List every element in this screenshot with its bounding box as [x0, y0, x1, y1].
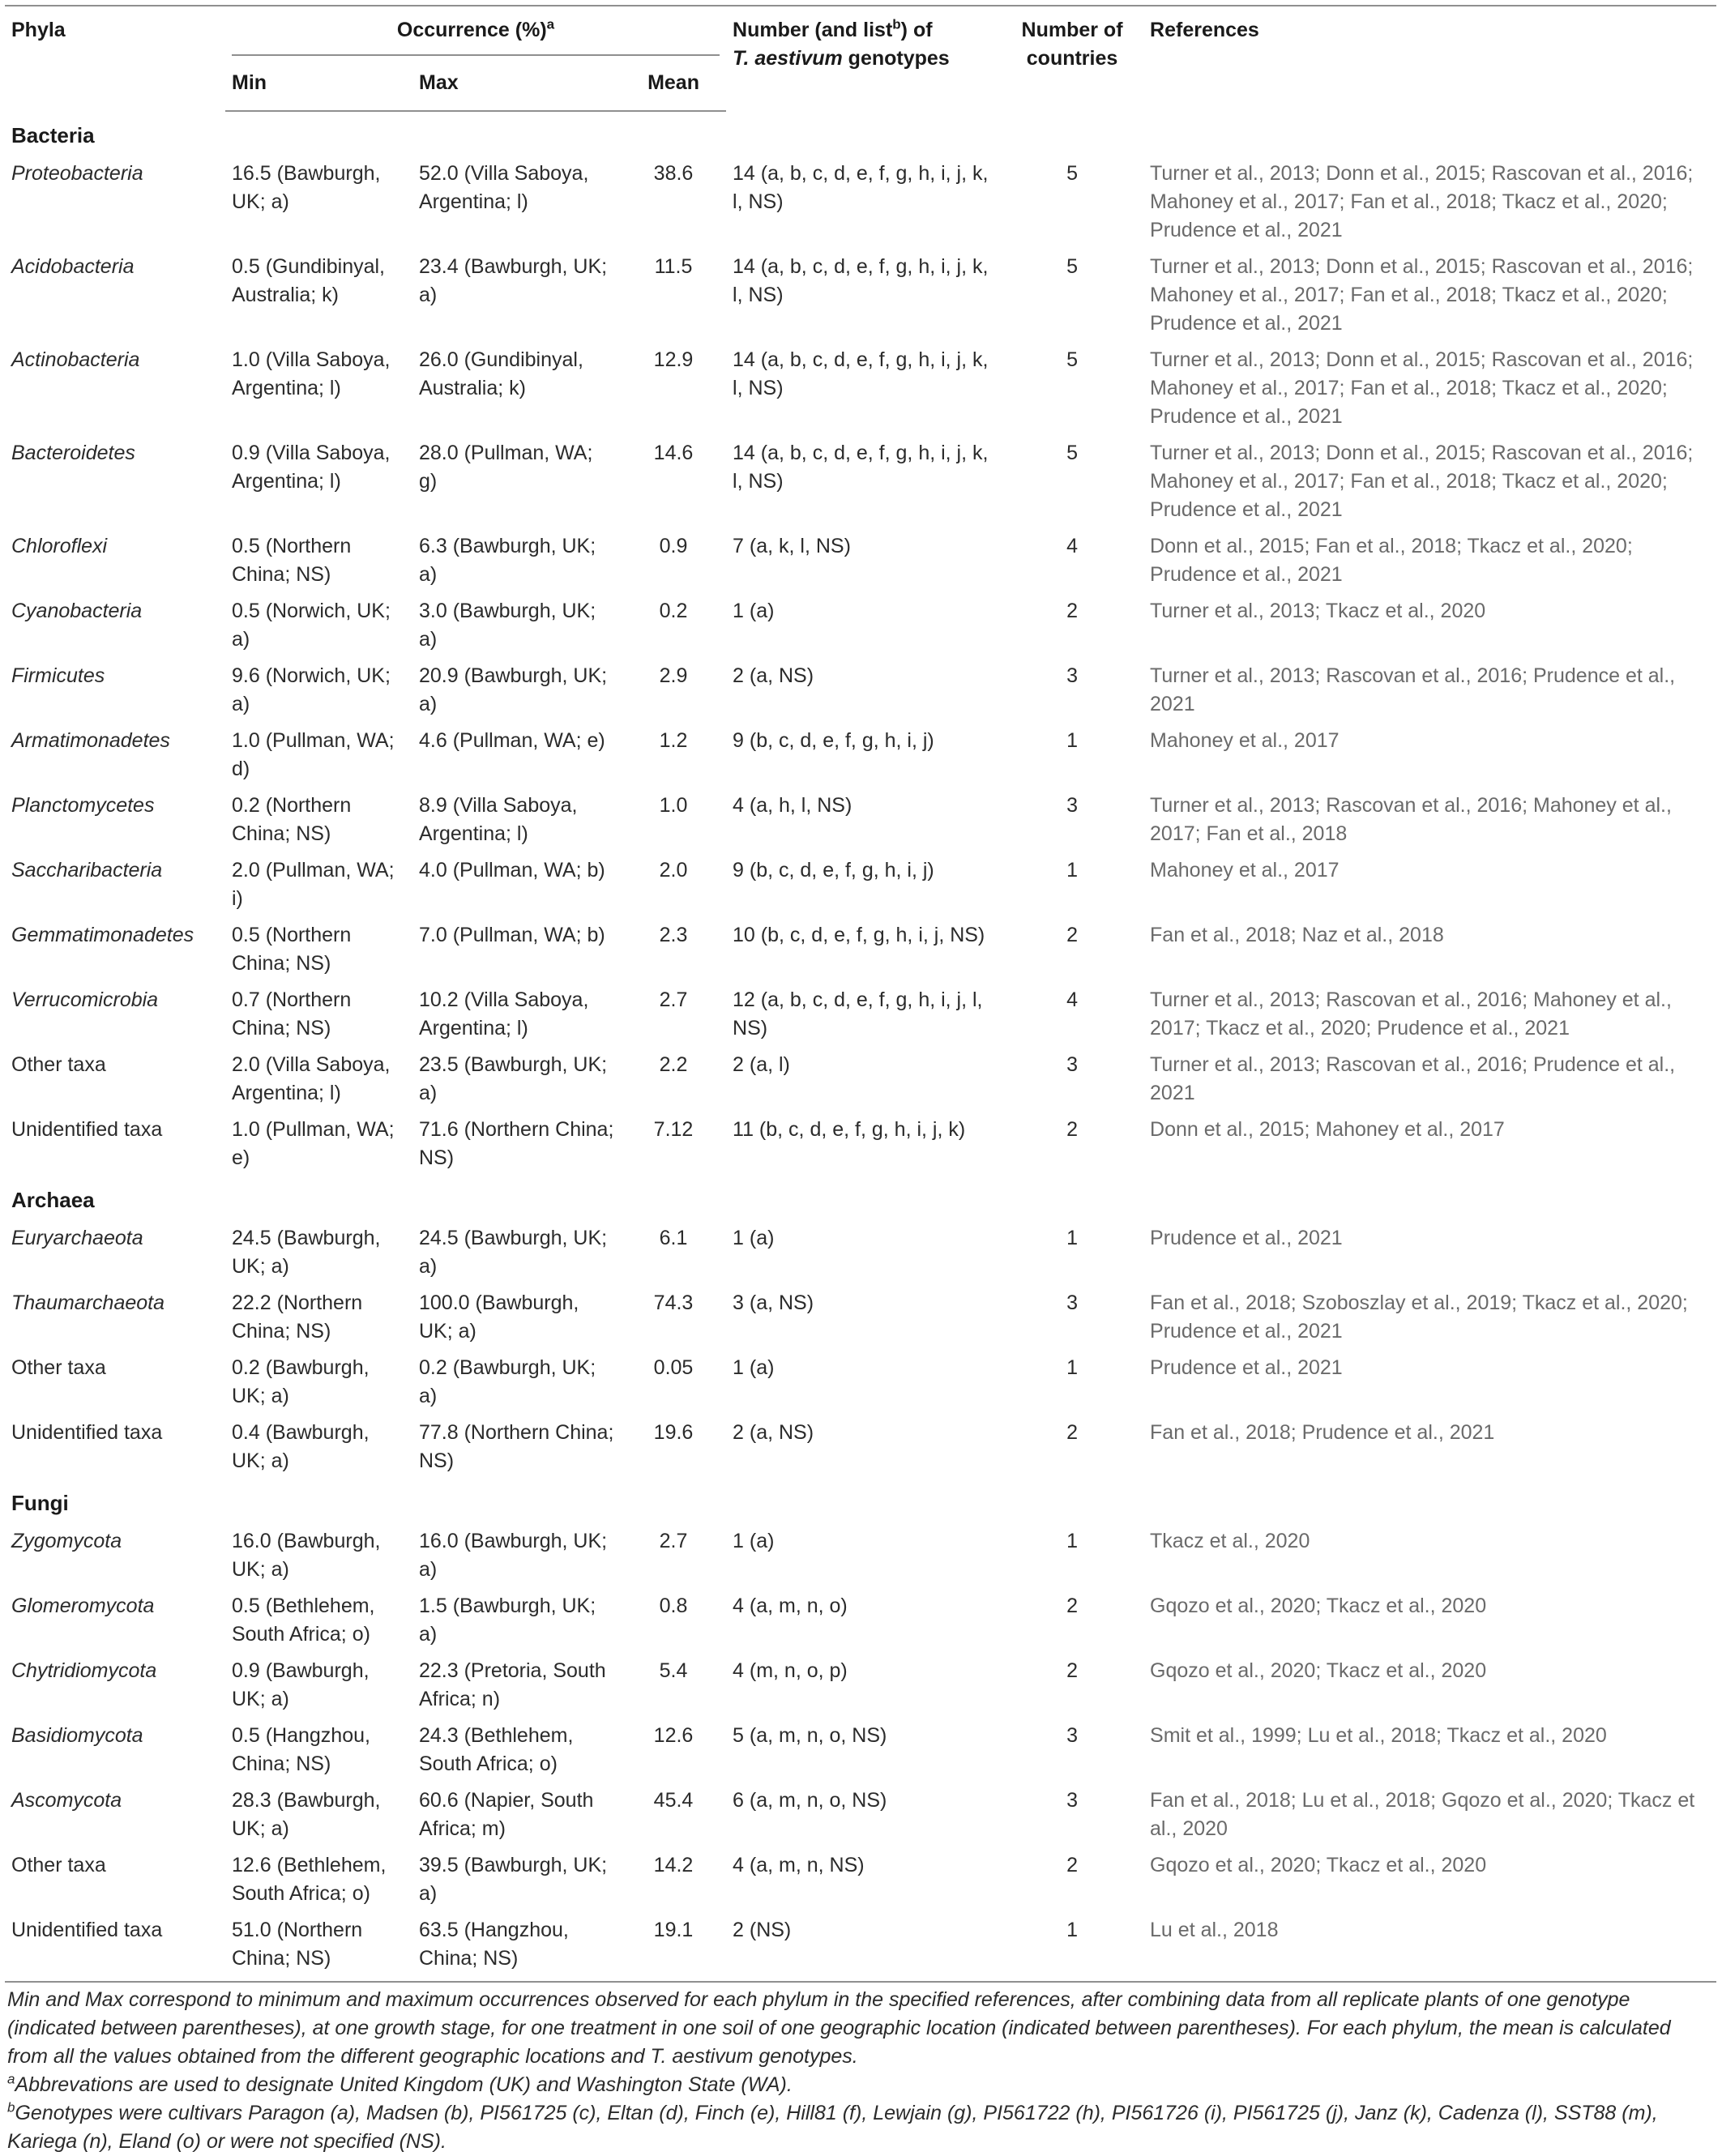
- max-cell: 0.2 (Bawburgh, UK; a): [419, 1356, 596, 1407]
- mean-cell: 14.6: [653, 442, 694, 464]
- header-phyla: Phyla: [5, 6, 225, 111]
- table-body: [5, 111, 1716, 1982]
- mean-cell: 12.9: [653, 348, 694, 371]
- mean-cell: 11.5: [654, 255, 693, 278]
- references-cell: Fan et al., 2018; Szoboszlay et al., 2019; Tkacz et al., 2020; Prudence et al., 2021: [1150, 1291, 1688, 1343]
- max-cell: 60.6 (Napier, South Africa; m): [419, 1789, 594, 1840]
- max-cell: 52.0 (Villa Saboya, Argentina; l): [419, 162, 589, 213]
- phylum-cell: Actinobacteria: [11, 348, 140, 371]
- countries-cell: 3: [1066, 1789, 1078, 1812]
- genotypes-cell: 3 (a, NS): [733, 1291, 814, 1314]
- max-cell: 26.0 (Gundibinyal, Australia; k): [419, 348, 583, 399]
- countries-cell: 1: [1001, 1912, 1143, 1982]
- max-cell: 100.0 (Bawburgh, UK; a): [419, 1291, 579, 1343]
- genotypes-cell: 2 (NS): [726, 1912, 1001, 1982]
- references-cell: Turner et al., 2013; Rascovan et al., 2016; Mahoney et al., 2017; Tkacz et al., 2020; Prudence et al., 2021: [1150, 988, 1672, 1040]
- max-cell: 20.9 (Bawburgh, UK; a): [419, 664, 608, 715]
- min-cell: 0.5 (Northern China; NS): [232, 924, 352, 975]
- header-min: Min: [225, 56, 412, 111]
- min-cell: 51.0 (Northern China; NS): [225, 1912, 412, 1982]
- phylum-cell: Ascomycota: [11, 1789, 122, 1812]
- max-cell: 77.8 (Northern China; NS): [419, 1421, 614, 1472]
- genotypes-cell: 14 (a, b, c, d, e, f, g, h, i, j, k, l, NS): [733, 255, 989, 306]
- table-row: [5, 917, 1716, 982]
- references-cell: Donn et al., 2015; Mahoney et al., 2017: [1150, 1118, 1505, 1141]
- min-cell: 0.5 (Bethlehem, South Africa; o): [232, 1595, 375, 1646]
- references-cell: Turner et al., 2013; Donn et al., 2015; Rascovan et al., 2016; Mahoney et al., 2017; Fan et al., 2018; Tkacz et al., 2020; Prudence et al., 2021: [1150, 255, 1694, 335]
- min-cell: 16.0 (Bawburgh, UK; a): [232, 1530, 381, 1581]
- genotypes-cell: 4 (a, h, l, NS): [733, 794, 852, 817]
- max-cell: 71.6 (Northern China; NS): [419, 1118, 614, 1169]
- table-row: [5, 1350, 1716, 1415]
- phylum-cell: Glomeromycota: [11, 1595, 155, 1617]
- min-cell: 2.0 (Pullman, WA; i): [232, 859, 395, 910]
- min-cell: 0.2 (Northern China; NS): [232, 794, 352, 845]
- mean-cell: 1.0: [659, 794, 688, 817]
- phylum-cell: Other taxa: [11, 1356, 106, 1379]
- mean-cell: 6.1: [659, 1227, 688, 1249]
- min-cell: 0.9 (Villa Saboya, Argentina; l): [232, 442, 391, 493]
- mean-cell: 2.2: [659, 1053, 688, 1076]
- countries-cell: 2: [1066, 1854, 1078, 1876]
- footnote-a: $^a$Abbrevations are used to designate United Kingdom (UK) and Washington State (WA).: [7, 2071, 793, 2096]
- references-cell: Turner et al., 2013; Rascovan et al., 2016; Prudence et al., 2021: [1150, 664, 1676, 715]
- countries-cell: 3: [1066, 664, 1078, 687]
- countries-cell: 3: [1066, 1291, 1078, 1314]
- phylum-cell: Planctomycetes: [11, 794, 155, 817]
- countries-cell: 4: [1066, 535, 1078, 557]
- phylum-cell: Acidobacteria: [11, 255, 135, 278]
- references-cell: Fan et al., 2018; Lu et al., 2018; Gqozo et al., 2020; Tkacz et al., 2020: [1150, 1789, 1695, 1840]
- countries-cell: 5: [1066, 162, 1078, 185]
- min-cell: 0.7 (Northern China; NS): [232, 988, 352, 1040]
- references-cell: Gqozo et al., 2020; Tkacz et al., 2020: [1150, 1854, 1487, 1876]
- table-row: [5, 1216, 1716, 1285]
- genotypes-cell: 7 (a, k, l, NS): [733, 535, 851, 557]
- max-cell: 8.9 (Villa Saboya, Argentina; l): [419, 794, 578, 845]
- phylum-cell: Unidentified taxa: [11, 1421, 163, 1444]
- max-cell: 4.0 (Pullman, WA; b): [419, 859, 605, 882]
- mean-cell: 2.7: [659, 988, 688, 1011]
- genotypes-cell: 9 (b, c, d, e, f, g, h, i, j): [733, 729, 934, 752]
- table-row: [5, 658, 1716, 723]
- phylum-cell: Basidiomycota: [11, 1724, 143, 1747]
- genotypes-cell: 14 (a, b, c, d, e, f, g, h, i, j, k, l, NS): [733, 442, 989, 493]
- countries-cell: 1: [1066, 859, 1078, 882]
- header-countries: Number of countries: [1001, 6, 1143, 111]
- table-row: [5, 1653, 1716, 1718]
- max-cell: 22.3 (Pretoria, South Africa; n): [419, 1659, 606, 1710]
- genotypes-cell: 4 (m, n, o, p): [733, 1659, 848, 1682]
- group-heading: Bacteria: [11, 123, 95, 147]
- mean-cell: 0.8: [659, 1595, 688, 1617]
- mean-cell: 7.12: [653, 1118, 694, 1141]
- group-row: [5, 111, 1716, 152]
- max-cell: 6.3 (Bawburgh, UK; a): [419, 535, 596, 586]
- table-row: [5, 1588, 1716, 1653]
- max-cell: 4.6 (Pullman, WA; e): [419, 729, 605, 752]
- mean-cell: 19.6: [653, 1421, 694, 1444]
- genotypes-cell: 11 (b, c, d, e, f, g, h, i, j, k): [733, 1118, 966, 1141]
- genotypes-cell: 2 (a, l): [733, 1053, 790, 1076]
- genotypes-cell: 2 (a, NS): [733, 664, 814, 687]
- table-row: [5, 852, 1716, 917]
- max-cell: 23.5 (Bawburgh, UK; a): [419, 1053, 608, 1104]
- genotypes-cell: 1 (a): [733, 600, 775, 622]
- min-cell: 0.5 (Northern China; NS): [232, 535, 352, 586]
- references-cell: Turner et al., 2013; Donn et al., 2015; Rascovan et al., 2016; Mahoney et al., 2017; Fan et al., 2018; Tkacz et al., 2020; Prudence et al., 2021: [1150, 162, 1694, 241]
- min-cell: 22.2 (Northern China; NS): [232, 1291, 363, 1343]
- countries-cell: 2: [1066, 1421, 1078, 1444]
- countries-cell: 3: [1066, 1053, 1078, 1076]
- mean-cell: 0.2: [659, 600, 688, 622]
- genotypes-cell: 1 (a): [733, 1530, 775, 1552]
- header-genotypes: Number (and list$^b$) of T. aestivum genotypes: [726, 6, 1001, 111]
- countries-cell: 2: [1066, 600, 1078, 622]
- table-row: [5, 1519, 1716, 1588]
- table-row: [5, 342, 1716, 435]
- countries-cell: 2: [1066, 1659, 1078, 1682]
- phylum-cell: Bacteroidetes: [11, 442, 135, 464]
- mean-cell: 5.4: [659, 1659, 688, 1682]
- countries-cell: 1: [1066, 1530, 1078, 1552]
- references-cell: Gqozo et al., 2020; Tkacz et al., 2020: [1150, 1595, 1487, 1617]
- min-cell: 2.0 (Villa Saboya, Argentina; l): [232, 1053, 391, 1104]
- references-cell: Turner et al., 2013; Donn et al., 2015; Rascovan et al., 2016; Mahoney et al., 2017; Fan et al., 2018; Tkacz et al., 2020; Prudence et al., 2021: [1150, 348, 1694, 428]
- mean-cell: 19.1: [621, 1912, 726, 1982]
- phylum-cell: Unidentified taxa: [11, 1118, 163, 1141]
- min-cell: 16.5 (Bawburgh, UK; a): [232, 162, 381, 213]
- references-cell: Turner et al., 2013; Rascovan et al., 2016; Prudence et al., 2021: [1150, 1053, 1676, 1104]
- max-cell: 24.5 (Bawburgh, UK; a): [419, 1227, 608, 1278]
- phylum-cell: Cyanobacteria: [11, 600, 143, 622]
- phylum-cell: Proteobacteria: [11, 162, 143, 185]
- genotypes-cell: 1 (a): [733, 1227, 775, 1249]
- references-cell: Prudence et al., 2021: [1150, 1227, 1343, 1249]
- genotypes-cell: 14 (a, b, c, d, e, f, g, h, i, j, k, l, NS): [733, 348, 989, 399]
- phylum-cell: Chytridiomycota: [11, 1659, 157, 1682]
- table-row: [5, 1847, 1716, 1912]
- references-cell: Tkacz et al., 2020: [1150, 1530, 1310, 1552]
- countries-cell: 3: [1066, 1724, 1078, 1747]
- genotypes-cell: 6 (a, m, n, o, NS): [733, 1789, 887, 1812]
- genotypes-cell: 14 (a, b, c, d, e, f, g, h, i, j, k, l, NS): [733, 162, 989, 213]
- min-cell: 12.6 (Bethlehem, South Africa; o): [232, 1854, 387, 1905]
- table-row: [5, 152, 1716, 249]
- footnote-main: Min and Max correspond to minimum and maximum occurrences observed for each phylum in the specified references, after combining data from all replicate plants of one genotype (indicated between parentheses), at one growth stage, for one treatment in one soil of one geographic location (indicated between parentheses). For each phylum, the mean is calculated from all the values obtained from the different geographic locations and T. aestivum genotypes.: [7, 1988, 1671, 2068]
- min-cell: 0.5 (Hangzhou, China; NS): [232, 1724, 370, 1775]
- phylum-cell: Unidentified taxa: [5, 1912, 225, 1982]
- table-row: [5, 528, 1716, 593]
- header-references: References: [1143, 6, 1716, 111]
- max-cell: 3.0 (Bawburgh, UK; a): [419, 600, 596, 651]
- genotypes-cell: 1 (a): [733, 1356, 775, 1379]
- min-cell: 0.5 (Gundibinyal, Australia; k): [232, 255, 386, 306]
- max-cell: 7.0 (Pullman, WA; b): [419, 924, 605, 946]
- countries-cell: 5: [1066, 442, 1078, 464]
- min-cell: 0.2 (Bawburgh, UK; a): [232, 1356, 370, 1407]
- countries-cell: 2: [1066, 1595, 1078, 1617]
- countries-cell: 1: [1066, 729, 1078, 752]
- min-cell: 0.9 (Bawburgh, UK; a): [232, 1659, 370, 1710]
- table-row: [5, 1782, 1716, 1847]
- phylum-cell: Gemmatimonadetes: [11, 924, 194, 946]
- min-cell: 0.4 (Bawburgh, UK; a): [232, 1421, 370, 1472]
- phylum-cell: Armatimonadetes: [11, 729, 170, 752]
- references-cell: Fan et al., 2018; Prudence et al., 2021: [1150, 1421, 1495, 1444]
- group-heading: Archaea: [11, 1188, 95, 1212]
- min-cell: 1.0 (Pullman, WA; e): [232, 1118, 395, 1169]
- group-heading: Fungi: [11, 1491, 69, 1515]
- header-mean: Mean: [621, 56, 726, 111]
- table-row: [5, 1718, 1716, 1782]
- mean-cell: 2.7: [659, 1530, 688, 1552]
- genotypes-cell: 4 (a, m, n, NS): [733, 1854, 865, 1876]
- countries-cell: 1: [1066, 1356, 1078, 1379]
- min-cell: 9.6 (Norwich, UK; a): [232, 664, 391, 715]
- min-cell: 1.0 (Pullman, WA; d): [232, 729, 395, 780]
- group-row: [5, 1479, 1716, 1519]
- group-row: [5, 1176, 1716, 1216]
- phylum-cell: Other taxa: [11, 1053, 106, 1076]
- phyla-occurrence-table: [5, 5, 1716, 1983]
- max-cell: 63.5 (Hangzhou, China; NS): [412, 1912, 621, 1982]
- genotypes-cell: 5 (a, m, n, o, NS): [733, 1724, 887, 1747]
- min-cell: 24.5 (Bawburgh, UK; a): [232, 1227, 381, 1278]
- min-cell: 1.0 (Villa Saboya, Argentina; l): [232, 348, 391, 399]
- min-cell: 0.5 (Norwich, UK; a): [232, 600, 391, 651]
- countries-cell: 5: [1066, 255, 1078, 278]
- table-row: [5, 1285, 1716, 1350]
- mean-cell: 14.2: [653, 1854, 694, 1876]
- references-cell: Fan et al., 2018; Naz et al., 2018: [1150, 924, 1444, 946]
- mean-cell: 0.9: [659, 535, 688, 557]
- mean-cell: 38.6: [653, 162, 694, 185]
- genotypes-cell: 10 (b, c, d, e, f, g, h, i, j, NS): [733, 924, 985, 946]
- table-row: [5, 1415, 1716, 1479]
- countries-cell: 4: [1066, 988, 1078, 1011]
- table-row: [5, 249, 1716, 342]
- references-cell: Lu et al., 2018: [1143, 1912, 1716, 1982]
- phylum-cell: Thaumarchaeota: [11, 1291, 165, 1314]
- table-row: [5, 1047, 1716, 1112]
- table-row: [5, 982, 1716, 1047]
- mean-cell: 12.6: [653, 1724, 694, 1747]
- table-row: [5, 435, 1716, 528]
- references-cell: Mahoney et al., 2017: [1150, 859, 1340, 882]
- max-cell: 23.4 (Bawburgh, UK; a): [419, 255, 608, 306]
- phylum-cell: Euryarchaeota: [11, 1227, 143, 1249]
- mean-cell: 45.4: [653, 1789, 694, 1812]
- max-cell: 1.5 (Bawburgh, UK; a): [419, 1595, 596, 1646]
- references-cell: Turner et al., 2013; Donn et al., 2015; Rascovan et al., 2016; Mahoney et al., 2017; Fan et al., 2018; Tkacz et al., 2020; Prudence et al., 2021: [1150, 442, 1694, 521]
- mean-cell: 2.9: [659, 664, 688, 687]
- max-cell: 16.0 (Bawburgh, UK; a): [419, 1530, 608, 1581]
- genotypes-cell: 9 (b, c, d, e, f, g, h, i, j): [733, 859, 934, 882]
- genotypes-cell: 2 (a, NS): [733, 1421, 814, 1444]
- footnote-b: $^b$Genotypes were cultivars Paragon (a), Madsen (b), PI561725 (c), Eltan (d), Finch (e), Hill81 (f), Lewjain (g), PI561722 (h), PI561726 (i), PI561725 (j), Janz (k), Cadenza (l), SST88 (m), Kariega (n), Eland (o) or were not specified (NS).: [7, 2099, 1658, 2153]
- genotypes-cell: 4 (a, m, n, o): [733, 1595, 848, 1617]
- mean-cell: 0.05: [653, 1356, 694, 1379]
- genotypes-cell: 12 (a, b, c, d, e, f, g, h, i, j, l, NS): [733, 988, 983, 1040]
- mean-cell: 74.3: [653, 1291, 694, 1314]
- references-cell: Turner et al., 2013; Rascovan et al., 2016; Mahoney et al., 2017; Fan et al., 2018: [1150, 794, 1672, 845]
- phylum-cell: Firmicutes: [11, 664, 105, 687]
- references-cell: Donn et al., 2015; Fan et al., 2018; Tkacz et al., 2020; Prudence et al., 2021: [1150, 535, 1633, 586]
- references-cell: Mahoney et al., 2017: [1150, 729, 1340, 752]
- countries-cell: 1: [1066, 1227, 1078, 1249]
- table-footnotes: [5, 1986, 1714, 2156]
- max-cell: 24.3 (Bethlehem, South Africa; o): [419, 1724, 574, 1775]
- countries-cell: 2: [1066, 924, 1078, 946]
- header-occurrence: Occurrence (%)$^a$: [225, 6, 726, 56]
- phylum-cell: Verrucomicrobia: [11, 988, 159, 1011]
- phylum-cell: Saccharibacteria: [11, 859, 163, 882]
- countries-cell: 5: [1066, 348, 1078, 371]
- phylum-cell: Zygomycota: [11, 1530, 122, 1552]
- countries-cell: 3: [1066, 794, 1078, 817]
- references-cell: Gqozo et al., 2020; Tkacz et al., 2020: [1150, 1659, 1487, 1682]
- phylum-cell: Chloroflexi: [11, 535, 108, 557]
- references-cell: Smit et al., 1999; Lu et al., 2018; Tkacz et al., 2020: [1150, 1724, 1607, 1747]
- table-row: [5, 1112, 1716, 1176]
- references-cell: Prudence et al., 2021: [1150, 1356, 1343, 1379]
- references-cell: Turner et al., 2013; Tkacz et al., 2020: [1150, 600, 1486, 622]
- max-cell: 28.0 (Pullman, WA; g): [419, 442, 593, 493]
- countries-cell: 2: [1066, 1118, 1078, 1141]
- min-cell: 28.3 (Bawburgh, UK; a): [232, 1789, 381, 1840]
- phylum-cell: Other taxa: [11, 1854, 106, 1876]
- table-row: [5, 1912, 1716, 1982]
- header-max: Max: [412, 56, 621, 111]
- max-cell: 10.2 (Villa Saboya, Argentina; l): [419, 988, 589, 1040]
- mean-cell: 2.0: [659, 859, 688, 882]
- mean-cell: 2.3: [659, 924, 688, 946]
- table-row: [5, 593, 1716, 658]
- max-cell: 39.5 (Bawburgh, UK; a): [419, 1854, 608, 1905]
- mean-cell: 1.2: [659, 729, 688, 752]
- table-row: [5, 723, 1716, 788]
- table-row: [5, 788, 1716, 852]
